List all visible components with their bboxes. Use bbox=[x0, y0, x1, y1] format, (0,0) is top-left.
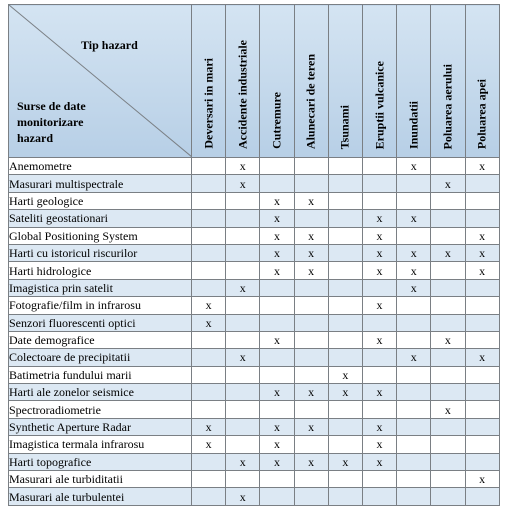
mark-cell: x bbox=[431, 331, 465, 348]
mark-cell: x bbox=[362, 297, 396, 314]
row-label: Imagistica termala infrarosu bbox=[9, 436, 192, 453]
empty-cell bbox=[226, 471, 260, 488]
empty-cell bbox=[260, 158, 294, 175]
empty-cell bbox=[362, 471, 396, 488]
hazard-column-label: Poluarea apei bbox=[474, 78, 489, 149]
empty-cell bbox=[397, 401, 431, 418]
row-label: Batimetria fundului marii bbox=[9, 366, 192, 383]
empty-cell bbox=[465, 418, 499, 435]
empty-cell bbox=[192, 349, 226, 366]
table-row bbox=[9, 175, 500, 192]
hazard-column-header bbox=[328, 5, 362, 158]
empty-cell bbox=[328, 262, 362, 279]
empty-cell bbox=[397, 227, 431, 244]
hazard-column-header bbox=[362, 5, 396, 158]
table-row bbox=[9, 471, 500, 488]
mark-cell: x bbox=[226, 279, 260, 296]
mark-cell: x bbox=[294, 192, 328, 209]
empty-cell bbox=[328, 488, 362, 505]
empty-cell bbox=[328, 279, 362, 296]
empty-cell bbox=[260, 366, 294, 383]
mark-cell: x bbox=[431, 244, 465, 261]
empty-cell bbox=[192, 244, 226, 261]
empty-cell bbox=[294, 210, 328, 227]
mark-cell: x bbox=[226, 158, 260, 175]
empty-cell bbox=[431, 210, 465, 227]
mark-cell: x bbox=[362, 262, 396, 279]
mark-cell: x bbox=[260, 192, 294, 209]
empty-cell bbox=[362, 279, 396, 296]
hazard-column-header bbox=[397, 5, 431, 158]
mark-cell: x bbox=[362, 331, 396, 348]
empty-cell bbox=[362, 175, 396, 192]
empty-cell bbox=[328, 349, 362, 366]
row-label: Masurari multispectrale bbox=[9, 175, 192, 192]
table-row bbox=[9, 227, 500, 244]
empty-cell bbox=[260, 488, 294, 505]
empty-cell bbox=[226, 401, 260, 418]
mark-cell: x bbox=[362, 418, 396, 435]
table-row bbox=[9, 331, 500, 348]
empty-cell bbox=[294, 314, 328, 331]
empty-cell bbox=[431, 418, 465, 435]
mark-cell: x bbox=[397, 210, 431, 227]
empty-cell bbox=[192, 192, 226, 209]
empty-cell bbox=[260, 349, 294, 366]
hazard-data-sources-table bbox=[8, 4, 500, 506]
mark-cell: x bbox=[260, 436, 294, 453]
corner-title-hazard-type: Tip hazard bbox=[81, 38, 138, 52]
mark-cell: x bbox=[192, 314, 226, 331]
empty-cell bbox=[260, 314, 294, 331]
empty-cell bbox=[362, 366, 396, 383]
empty-cell bbox=[226, 314, 260, 331]
table-row bbox=[9, 158, 500, 175]
hazard-column-label: Accidente industriale bbox=[235, 40, 250, 149]
mark-cell: x bbox=[328, 366, 362, 383]
empty-cell bbox=[431, 488, 465, 505]
table-row bbox=[9, 244, 500, 261]
empty-cell bbox=[431, 471, 465, 488]
empty-cell bbox=[397, 453, 431, 470]
empty-cell bbox=[294, 279, 328, 296]
mark-cell: x bbox=[465, 349, 499, 366]
empty-cell bbox=[328, 297, 362, 314]
empty-cell bbox=[362, 349, 396, 366]
empty-cell bbox=[431, 436, 465, 453]
hazard-column-label: Eruptii vulcanice bbox=[372, 60, 387, 149]
empty-cell bbox=[260, 471, 294, 488]
empty-cell bbox=[362, 488, 396, 505]
hazard-column-label: Poluarea aerului bbox=[440, 63, 455, 149]
row-label: Harti hidrologice bbox=[9, 262, 192, 279]
hazard-column-header bbox=[294, 5, 328, 158]
mark-cell: x bbox=[362, 210, 396, 227]
mark-cell: x bbox=[294, 262, 328, 279]
table-row bbox=[9, 279, 500, 296]
empty-cell bbox=[192, 262, 226, 279]
row-label: Date demografice bbox=[9, 331, 192, 348]
empty-cell bbox=[192, 401, 226, 418]
mark-cell: x bbox=[431, 175, 465, 192]
empty-cell bbox=[465, 436, 499, 453]
empty-cell bbox=[192, 158, 226, 175]
empty-cell bbox=[397, 384, 431, 401]
hazard-column-header bbox=[192, 5, 226, 158]
empty-cell bbox=[328, 158, 362, 175]
empty-cell bbox=[260, 175, 294, 192]
empty-cell bbox=[192, 210, 226, 227]
empty-cell bbox=[431, 366, 465, 383]
empty-cell bbox=[465, 366, 499, 383]
mark-cell: x bbox=[226, 453, 260, 470]
empty-cell bbox=[431, 314, 465, 331]
table-row bbox=[9, 436, 500, 453]
mark-cell: x bbox=[362, 436, 396, 453]
mark-cell: x bbox=[260, 210, 294, 227]
table-row bbox=[9, 401, 500, 418]
empty-cell bbox=[431, 453, 465, 470]
empty-cell bbox=[431, 279, 465, 296]
empty-cell bbox=[397, 436, 431, 453]
mark-cell: x bbox=[260, 331, 294, 348]
empty-cell bbox=[362, 192, 396, 209]
empty-cell bbox=[431, 349, 465, 366]
mark-cell: x bbox=[362, 384, 396, 401]
mark-cell: x bbox=[192, 418, 226, 435]
table-row bbox=[9, 349, 500, 366]
empty-cell bbox=[294, 297, 328, 314]
row-label: Harti geologice bbox=[9, 192, 192, 209]
row-label: Global Positioning System bbox=[9, 227, 192, 244]
empty-cell bbox=[431, 384, 465, 401]
empty-cell bbox=[362, 158, 396, 175]
empty-cell bbox=[192, 488, 226, 505]
row-label: Masurari ale turbulentei bbox=[9, 488, 192, 505]
empty-cell bbox=[328, 244, 362, 261]
empty-cell bbox=[294, 488, 328, 505]
mark-cell: x bbox=[192, 436, 226, 453]
empty-cell bbox=[328, 471, 362, 488]
mark-cell: x bbox=[294, 244, 328, 261]
mark-cell: x bbox=[294, 453, 328, 470]
empty-cell bbox=[465, 210, 499, 227]
empty-cell bbox=[328, 401, 362, 418]
mark-cell: x bbox=[397, 349, 431, 366]
row-label: Synthetic Aperture Radar bbox=[9, 418, 192, 435]
row-label: Harti topografice bbox=[9, 453, 192, 470]
mark-cell: x bbox=[362, 244, 396, 261]
hazard-column-label: Tsunami bbox=[337, 104, 352, 149]
corner-header-cell bbox=[9, 5, 192, 158]
row-label: Imagistica prin satelit bbox=[9, 279, 192, 296]
mark-cell: x bbox=[226, 488, 260, 505]
empty-cell bbox=[465, 401, 499, 418]
empty-cell bbox=[260, 297, 294, 314]
empty-cell bbox=[226, 366, 260, 383]
empty-cell bbox=[397, 471, 431, 488]
empty-cell bbox=[328, 314, 362, 331]
empty-cell bbox=[465, 331, 499, 348]
table-row bbox=[9, 192, 500, 209]
mark-cell: x bbox=[260, 227, 294, 244]
mark-cell: x bbox=[397, 158, 431, 175]
empty-cell bbox=[397, 418, 431, 435]
mark-cell: x bbox=[294, 227, 328, 244]
row-label: Colectoare de precipitatii bbox=[9, 349, 192, 366]
empty-cell bbox=[328, 418, 362, 435]
empty-cell bbox=[465, 314, 499, 331]
empty-cell bbox=[192, 366, 226, 383]
empty-cell bbox=[192, 453, 226, 470]
mark-cell: x bbox=[226, 349, 260, 366]
empty-cell bbox=[362, 314, 396, 331]
mark-cell: x bbox=[260, 453, 294, 470]
empty-cell bbox=[397, 297, 431, 314]
table-row bbox=[9, 297, 500, 314]
empty-cell bbox=[328, 192, 362, 209]
hazard-column-label: Inundatii bbox=[406, 100, 421, 149]
mark-cell: x bbox=[328, 453, 362, 470]
empty-cell bbox=[362, 401, 396, 418]
mark-cell: x bbox=[431, 401, 465, 418]
table-row bbox=[9, 488, 500, 505]
empty-cell bbox=[226, 262, 260, 279]
empty-cell bbox=[294, 401, 328, 418]
hazard-column-label: Alunecari de teren bbox=[303, 53, 318, 149]
table-row bbox=[9, 210, 500, 227]
mark-cell: x bbox=[397, 262, 431, 279]
empty-cell bbox=[465, 453, 499, 470]
mark-cell: x bbox=[226, 175, 260, 192]
empty-cell bbox=[226, 436, 260, 453]
empty-cell bbox=[294, 366, 328, 383]
empty-cell bbox=[328, 227, 362, 244]
mark-cell: x bbox=[328, 384, 362, 401]
mark-cell: x bbox=[260, 262, 294, 279]
mark-cell: x bbox=[465, 471, 499, 488]
empty-cell bbox=[465, 192, 499, 209]
empty-cell bbox=[226, 297, 260, 314]
empty-cell bbox=[226, 192, 260, 209]
hazard-column-header bbox=[431, 5, 465, 158]
empty-cell bbox=[192, 175, 226, 192]
table-row bbox=[9, 453, 500, 470]
hazard-column-label: Deversari in mari bbox=[201, 58, 216, 149]
empty-cell bbox=[192, 331, 226, 348]
empty-cell bbox=[192, 227, 226, 244]
empty-cell bbox=[431, 227, 465, 244]
corner-line: Surse de date bbox=[17, 99, 86, 113]
header-row bbox=[9, 5, 500, 158]
empty-cell bbox=[226, 331, 260, 348]
empty-cell bbox=[294, 471, 328, 488]
empty-cell bbox=[397, 175, 431, 192]
table-row bbox=[9, 418, 500, 435]
empty-cell bbox=[192, 384, 226, 401]
mark-cell: x bbox=[260, 384, 294, 401]
empty-cell bbox=[431, 297, 465, 314]
empty-cell bbox=[294, 436, 328, 453]
empty-cell bbox=[397, 366, 431, 383]
empty-cell bbox=[294, 331, 328, 348]
hazard-column-header bbox=[465, 5, 499, 158]
empty-cell bbox=[397, 192, 431, 209]
mark-cell: x bbox=[465, 244, 499, 261]
empty-cell bbox=[465, 488, 499, 505]
corner-line: hazard bbox=[17, 131, 53, 145]
empty-cell bbox=[328, 210, 362, 227]
empty-cell bbox=[260, 279, 294, 296]
mark-cell: x bbox=[465, 262, 499, 279]
empty-cell bbox=[465, 384, 499, 401]
empty-cell bbox=[465, 297, 499, 314]
mark-cell: x bbox=[260, 244, 294, 261]
row-label: Spectroradiometrie bbox=[9, 401, 192, 418]
mark-cell: x bbox=[465, 158, 499, 175]
table-row bbox=[9, 384, 500, 401]
row-label: Harti cu istoricul riscurilor bbox=[9, 244, 192, 261]
empty-cell bbox=[431, 262, 465, 279]
empty-cell bbox=[192, 471, 226, 488]
row-label: Senzori fluorescenti optici bbox=[9, 314, 192, 331]
empty-cell bbox=[226, 418, 260, 435]
empty-cell bbox=[465, 279, 499, 296]
row-label: Anemometre bbox=[9, 158, 192, 175]
empty-cell bbox=[465, 175, 499, 192]
mark-cell: x bbox=[362, 227, 396, 244]
empty-cell bbox=[431, 192, 465, 209]
empty-cell bbox=[294, 158, 328, 175]
empty-cell bbox=[328, 436, 362, 453]
empty-cell bbox=[294, 349, 328, 366]
empty-cell bbox=[397, 331, 431, 348]
row-label: Sateliti geostationari bbox=[9, 210, 192, 227]
corner-title-data-sources bbox=[17, 98, 137, 146]
row-label: Masurari ale turbiditatii bbox=[9, 471, 192, 488]
empty-cell bbox=[260, 401, 294, 418]
empty-cell bbox=[226, 227, 260, 244]
mark-cell: x bbox=[397, 244, 431, 261]
table-row bbox=[9, 262, 500, 279]
hazard-column-header bbox=[226, 5, 260, 158]
hazard-column-header bbox=[260, 5, 294, 158]
table-body bbox=[9, 158, 500, 506]
table-row bbox=[9, 366, 500, 383]
empty-cell bbox=[328, 175, 362, 192]
mark-cell: x bbox=[294, 384, 328, 401]
mark-cell: x bbox=[362, 453, 396, 470]
empty-cell bbox=[226, 244, 260, 261]
mark-cell: x bbox=[192, 297, 226, 314]
table-row bbox=[9, 314, 500, 331]
empty-cell bbox=[294, 175, 328, 192]
corner-line: monitorizare bbox=[17, 115, 84, 129]
empty-cell bbox=[226, 210, 260, 227]
row-label: Fotografie/film in infrarosu bbox=[9, 297, 192, 314]
empty-cell bbox=[397, 488, 431, 505]
mark-cell: x bbox=[260, 418, 294, 435]
empty-cell bbox=[192, 279, 226, 296]
row-label: Harti ale zonelor seismice bbox=[9, 384, 192, 401]
mark-cell: x bbox=[465, 227, 499, 244]
hazard-column-label: Cutremure bbox=[269, 92, 284, 149]
empty-cell bbox=[226, 384, 260, 401]
mark-cell: x bbox=[397, 279, 431, 296]
empty-cell bbox=[397, 314, 431, 331]
empty-cell bbox=[328, 331, 362, 348]
mark-cell: x bbox=[294, 418, 328, 435]
empty-cell bbox=[431, 158, 465, 175]
